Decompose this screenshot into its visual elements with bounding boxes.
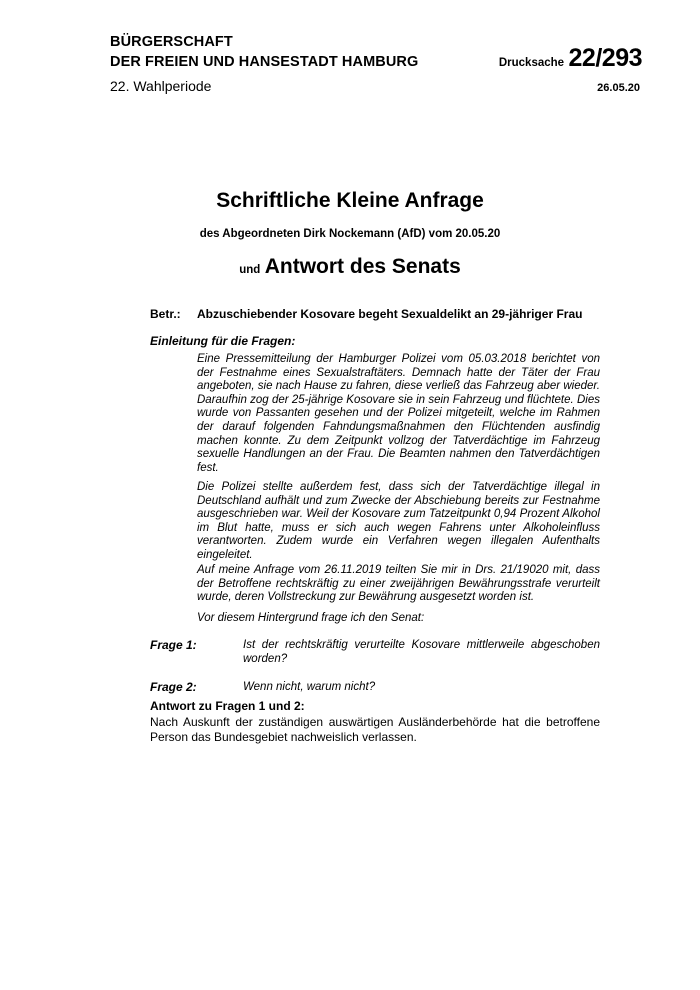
question-2-text: Wenn nicht, warum nicht? [243, 681, 376, 693]
question-2-label: Frage 2: [150, 680, 197, 694]
parliament-name-line2: DER FREIEN UND HANSESTADT HAMBURG [110, 54, 419, 70]
drucksache-number: 22/293 [568, 44, 642, 72]
drucksache-label: Drucksache [498, 57, 565, 69]
und-label: und [239, 264, 261, 276]
answer-text: Nach Auskunft der zuständigen auswärtigen Ausländerbehörde hat die betroffene Person das Bundesgebiet nachweislich verlassen. [150, 715, 600, 744]
intro-paragraph-1: Eine Pressemitteilung der Hamburger Polizei vom 05.03.2018 berichtet von der Festnahme eines Sexualstraftäters. Demnach hatte der Täter der Frau angeboten, sie nach Hause zu fahren, diese verließ das Fahrzeug aber wieder. Daraufhin zog der 25-jährige Kosovare sie in sein Fahrzeug und flüchtete. Dies wurde von Passanten gesehen und der Polizei mitgeteilt, welche im Rahmen der darauf folgenden Fahndungsmaßnahmen den Flüchtenden ausfindig machen konnte. Zu dem Zeitpunkt vollzog der Tatverdächtige im Fahrzeug sexuelle Handlungen an der Frau. Die Beamten nahmen den Tatverdächtigen fest. [197, 353, 600, 474]
document-date: 26.05.20 [597, 82, 640, 94]
betr-text: Abzuschiebender Kosovare begeht Sexualdelikt an 29-jähriger Frau [197, 307, 583, 321]
betr-label: Betr.: [150, 307, 181, 321]
answer-heading: Antwort zu Fragen 1 und 2: [150, 699, 305, 713]
legislative-period: 22. Wahlperiode [110, 78, 212, 94]
question-1-label: Frage 1: [150, 638, 197, 652]
parliament-name-line1: BÜRGERSCHAFT [110, 34, 233, 50]
intro-heading: Einleitung für die Fragen: [150, 334, 296, 348]
answer-title: Antwort des Senats [264, 255, 461, 278]
document-subtitle: des Abgeordneten Dirk Nockemann (AfD) vom 20.05.20 [199, 228, 501, 240]
intro-paragraph-3: Auf meine Anfrage vom 26.11.2019 teilten Sie mir in Drs. 21/19020 mit, dass der Betroffene rechtskräftig zu einer zweijährigen Bewährungsstrafe verurteilt wurde, deren Vollstreckung zur Bewährung ausgesetzt worden ist. [197, 564, 600, 604]
drucksache-block [499, 44, 642, 73]
question-1-text: Ist der rechtskräftig verurteilte Kosovare mittlerweile abgeschoben worden? [243, 639, 600, 665]
document-title: Schriftliche Kleine Anfrage [216, 189, 484, 212]
intro-paragraph-2: Die Polizei stellte außerdem fest, dass sich der Tatverdächtige illegal in Deutschland aufhält und zum Zwecke der Abschiebung bereits zur Festnahme ausgeschrieben war. Weil der Kosovare zum Tatzeitpunkt 0,94 Prozent Alkohol im Blut hatte, muss er sich auch wegen Fahrens unter Alkoholeinfluss verantworten. Zudem wurde ein Verfahren wegen illegalen Aufenthalts eingeleitet. [197, 481, 600, 561]
answer-title-line [0, 255, 700, 279]
intro-paragraph-4: Vor diesem Hintergrund frage ich den Senat: [197, 612, 425, 624]
